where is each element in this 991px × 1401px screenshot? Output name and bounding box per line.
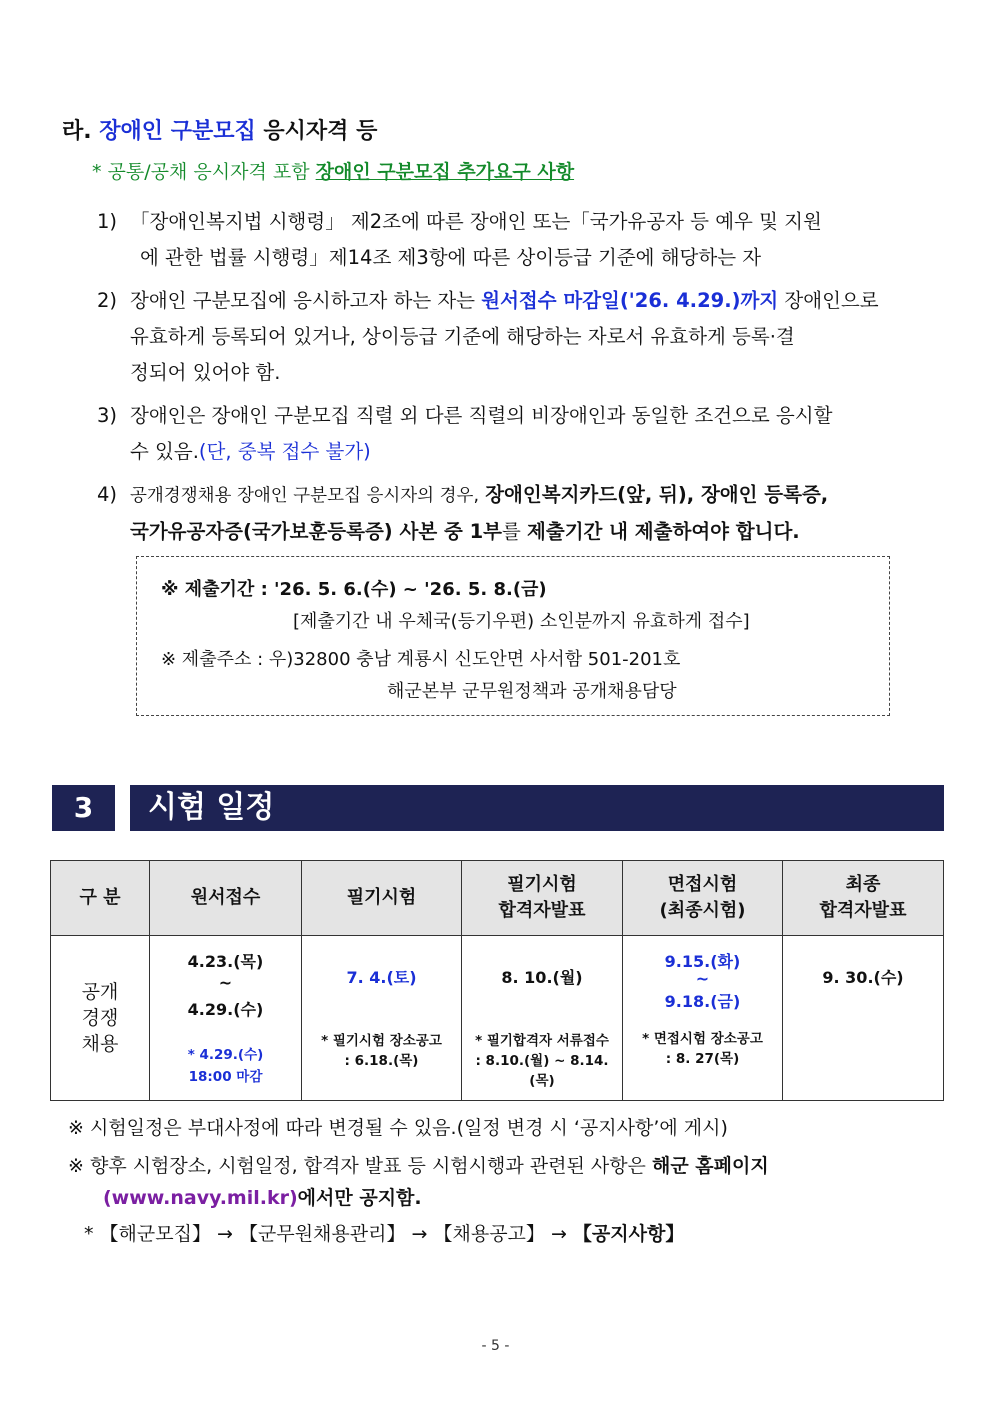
document-submission-period: : 8.10.(월) ~ 8.14.(목) [475,1053,609,1089]
apply-deadline-time: 18:00 마감 [188,1069,263,1085]
header-written-result: 필기시험 합격자발표 [462,861,623,936]
arrow-icon: → [217,1223,233,1245]
submission-recipient: 해군본부 군무원정책과 공개채용담당 [387,681,677,702]
item-text [130,398,947,470]
table-row [51,936,944,1101]
section-title-highlight: 장애인 구분모집 [99,119,256,144]
item-number: 1) [97,210,118,233]
section-note-highlight: 장애인 구분모집 추가요구 사항 [315,161,575,183]
section-number: 3 [52,785,115,831]
interview-end: 9.18.(금) [664,992,741,1011]
submission-info-box [136,556,890,716]
written-exam-date: 7. 4.(토) [346,968,417,987]
header-written-exam: 필기시험 [302,861,462,936]
section-heading: 시험 일정 [130,785,944,831]
interview-tilde: ~ [695,969,710,988]
item-line: 「장애인복지법 시행령」 제2조에 따른 장애인 또는「국가유공자 등 예우 및 지원 [130,210,822,233]
navy-homepage: 해군 홈페이지 [651,1155,769,1177]
announcement-text: ※ 향후 시험장소, 시험일정, 합격자 발표 등 시험시행과 관련된 사항은 [68,1155,646,1177]
section-prefix: 라. [62,119,92,144]
exam-schedule-table [50,860,944,1101]
cell-application [150,936,302,1101]
item-4 [97,477,947,550]
apply-tilde: ~ [218,973,233,992]
written-venue-date: : 6.18.(목) [344,1053,419,1069]
interview-start: 9.15.(화) [664,952,741,971]
item-text-pre: 공개경쟁채용 장애인 구분모집 응시자의 경우, [130,486,480,506]
submission-period-note: [제출기간 내 우체국(등기우편) 소인분까지 유효하게 접수] [293,611,750,632]
cell-written-exam [302,936,462,1101]
required-documents: 장애인복지카드(앞, 뒤), 장애인 등록증, [485,483,829,506]
item-text-pre: 장애인 구분모집에 응시하고자 하는 자는 [130,289,476,312]
section-note [92,157,574,184]
item-text-mid: 를 [502,520,521,543]
table-header-row [51,861,944,936]
item-text [130,204,947,276]
document-submission-note: * 필기합격자 서류접수 [475,1033,609,1049]
submission-instruction: 제출기간 내 제출하여야 합니다. [527,520,800,543]
deadline-highlight: 원서접수 마감일('26. 4.29.)까지 [481,289,779,312]
cell-written-result [462,936,623,1101]
item-line: 장애인은 장애인 구분모집 직렬 외 다른 직렬의 비장애인과 동일한 조건으로 응시할 [130,404,833,427]
schedule-change-note: ※ 시험일정은 부대사정에 따라 변경될 수 있음.(일정 변경 시 ‘공지사항’에 게시) [68,1117,728,1139]
header-application: 원서접수 [150,861,302,936]
apply-end: 4.29.(수) [187,1000,264,1019]
submission-period: ※ 제출기간 : '26. 5. 6.(수) ~ '26. 5. 8.(금) [161,579,547,600]
section-title-rest: 응시자격 등 [263,119,378,144]
path-star: * [84,1223,94,1245]
header-final-result: 최종 합격자발표 [783,861,944,936]
announcement-end: 에서만 공지함. [297,1187,422,1209]
item-line: 유효하게 등록되어 있거나, 상이등급 기준에 해당하는 자로서 유효하게 등록·결 [130,325,795,348]
item-3 [97,398,947,470]
path-step: 【채용공고】 [433,1223,545,1245]
announcement-note [68,1150,944,1214]
item-number: 4) [97,483,118,506]
written-result-date: 8. 10.(월) [501,968,583,987]
required-documents: 국가유공자증(국가보훈등록증) 사본 중 1부 [130,520,502,543]
item-number: 2) [97,289,118,312]
interview-venue-date: : 8. 27(목) [665,1051,740,1067]
navigation-path [84,1218,684,1250]
item-line: 정되어 있어야 함. [130,361,281,384]
duplicate-note: (단, 중복 접수 불가) [198,440,371,463]
item-text-pre: 수 있음. [130,440,199,463]
interview-venue-note: * 면접시험 장소공고 [642,1031,763,1047]
path-step: 【군무원채용관리】 [238,1223,406,1245]
arrow-icon: → [411,1223,428,1245]
item-line: 에 관한 법률 시행령」제14조 제3항에 따른 상이등급 기준에 해당하는 자 [140,246,762,269]
item-text [130,477,947,550]
item-number: 3) [97,404,118,427]
section-title [62,114,377,145]
item-text-post: 장애인으로 [784,289,879,312]
path-step: 【해군모집】 [99,1223,211,1245]
final-result-date: 9. 30.(수) [822,968,904,987]
written-venue-note: * 필기시험 장소공고 [321,1033,442,1049]
header-interview: 면접시험 (최종시험) [623,861,783,936]
cell-final-result [783,936,944,1101]
item-1 [97,204,947,276]
arrow-icon: → [550,1223,567,1245]
header-category: 구 분 [51,861,150,936]
section-note-prefix: * 공통/공채 응시자격 포함 [92,161,310,183]
path-step-notice: 【공지사항】 [572,1223,685,1245]
homepage-url-link[interactable]: (www.navy.mil.kr) [103,1187,298,1209]
page-number: - 5 - [481,1338,510,1354]
apply-deadline-note: * 4.29.(수) [187,1047,264,1063]
cell-interview [623,936,783,1101]
submission-address: ※ 제출주소 : 우)32800 충남 계룡시 신도안면 사서함 501-201호 [161,649,681,670]
row-label: 공개 경쟁 채용 [51,936,150,1101]
item-text [130,283,947,391]
apply-start: 4.23.(목) [187,952,264,971]
item-2 [97,283,947,391]
